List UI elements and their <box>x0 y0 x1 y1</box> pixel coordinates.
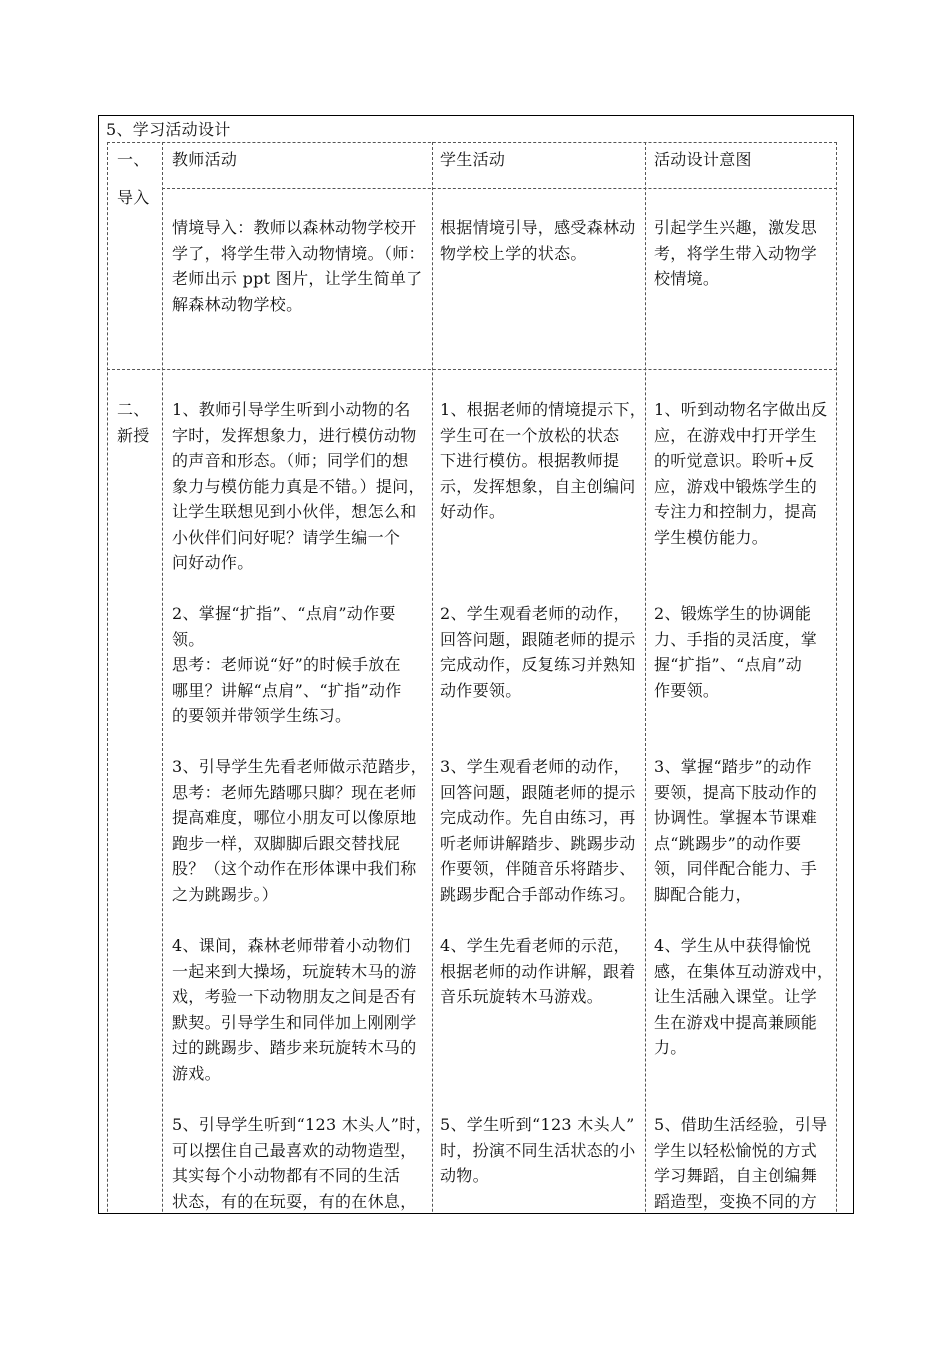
text-line: 感，在集体互动游戏中， <box>654 961 834 981</box>
text-line: 学生以轻松愉悦的方式 <box>654 1140 818 1160</box>
text-line: 可以摆住自己最喜欢的动物造型， <box>172 1140 417 1160</box>
design-intent-text <box>654 754 817 907</box>
text-line: 哪里？讲解“点肩”、“扩指”动作 <box>172 680 402 700</box>
text-line: 象力与模仿能力真是不错。）提问， <box>172 476 425 496</box>
text-line: 领。 <box>172 629 205 649</box>
text-line: 2、学生观看老师的动作， <box>440 604 630 624</box>
design-intent-text <box>654 397 827 550</box>
text-line: 生在游戏中提高兼顾能 <box>654 1012 818 1032</box>
text-line: 根据老师的动作讲解，跟着 <box>440 961 636 981</box>
text-line: 让生活融入课堂。让学 <box>654 987 818 1007</box>
student-activity-text <box>440 754 636 907</box>
text-line: 1、听到动物名字做出反 <box>654 400 828 420</box>
text-line: 应，游戏中锻炼学生的 <box>654 476 818 496</box>
text-line: 根据情境引导，感受森林动 <box>440 218 636 238</box>
teacher-activity-text <box>172 601 402 729</box>
text-line: 2、锻炼学生的协调能 <box>654 604 812 624</box>
text-line: 5、学生听到“123 木头人” <box>440 1115 635 1135</box>
text-line: 跳踢步配合手部动作练习。 <box>440 884 636 904</box>
teacher-activity-text <box>172 215 425 317</box>
text-line: 领，同伴配合能力、手 <box>654 859 818 879</box>
text-line: 跑步一样，双脚脚后跟交替找屁 <box>172 833 401 853</box>
text-line: 专注力和控制力，提高 <box>654 502 818 522</box>
student-activity-text <box>440 397 646 525</box>
activity-design-table-box <box>98 115 854 1214</box>
text-line: 情境导入：教师以森林动物学校开 <box>172 218 417 238</box>
text-line: 握“扩指”、“点肩”动 <box>654 655 803 675</box>
text-line: 过的跳踢步、踏步来玩旋转木马的 <box>172 1038 417 1058</box>
text-line: 学生模仿能力。 <box>654 527 769 547</box>
text-line: 思考：老师先踏哪只脚？现在老师 <box>172 782 417 802</box>
column-divider <box>162 142 163 1214</box>
section-number: 一、 <box>117 150 150 170</box>
text-line: 音乐玩旋转木马游戏。 <box>440 987 604 1007</box>
text-line: 3、掌握“踏步”的动作 <box>654 757 812 777</box>
text-line: 1、根据老师的情境提示下， <box>440 400 647 420</box>
text-line: 示，发挥想象，自主创编问 <box>440 476 636 496</box>
text-line: 3、引导学生先看老师做示范踏步， <box>172 757 427 777</box>
text-line: 4、学生先看老师的示范， <box>440 936 630 956</box>
design-intent-text <box>654 601 817 703</box>
column-divider <box>645 142 646 1214</box>
text-line: 4、课间，森林老师带着小动物们 <box>172 936 411 956</box>
design-intent-text <box>654 1112 827 1214</box>
teacher-activity-text <box>172 397 425 576</box>
text-line: 校情境。 <box>654 269 720 289</box>
column-header-student: 学生活动 <box>440 150 506 170</box>
text-line: 好动作。 <box>440 502 506 522</box>
text-line: 作要领，伴随音乐将踏步、 <box>440 859 636 879</box>
text-line: 小伙伴们问好呢？请学生编一个 <box>172 527 401 547</box>
text-line: 5、引导学生听到“123 木头人”时， <box>172 1115 432 1135</box>
text-line: 学生可在一个放松的状态 <box>440 425 620 445</box>
student-activity-text <box>440 601 636 703</box>
text-line: 1、教师引导学生听到小动物的名 <box>172 400 411 420</box>
student-activity-text <box>440 215 636 266</box>
column-divider <box>432 142 433 1214</box>
text-line: 脚配合能力， <box>654 884 752 904</box>
text-line: 动作要领。 <box>440 680 522 700</box>
text-line: 协调性。掌握本节课难 <box>654 808 818 828</box>
text-line: 的听觉意识。聆听+反 <box>654 451 815 471</box>
teacher-activity-text <box>172 1112 432 1214</box>
text-line: 5、借助生活经验，引导 <box>654 1115 828 1135</box>
student-activity-text <box>440 1112 636 1189</box>
text-line: 4、学生从中获得愉悦 <box>654 936 812 956</box>
text-line: 学习舞蹈，自主创编舞 <box>654 1166 818 1186</box>
section-label <box>117 397 150 448</box>
student-activity-text <box>440 933 636 1010</box>
text-line: 引起学生兴趣，激发思 <box>654 218 818 238</box>
text-line: 默契。引导学生和同伴加上刚刚学 <box>172 1012 417 1032</box>
design-intent-text <box>654 933 833 1061</box>
text-line: 作要领。 <box>654 680 720 700</box>
text-line: 其实每个小动物都有不同的生活 <box>172 1166 401 1186</box>
text-line: 听老师讲解踏步、跳踢步动 <box>440 833 636 853</box>
text-line: 戏，考验一下动物朋友之间是否有 <box>172 987 417 1007</box>
text-line: 3、学生观看老师的动作， <box>440 757 630 777</box>
text-line: 动物。 <box>440 1166 489 1186</box>
design-intent-text <box>654 215 817 292</box>
text-line: 应，在游戏中打开学生 <box>654 425 818 445</box>
text-line: 学了，将学生带入动物情境。（师： <box>172 243 425 263</box>
text-line: 物学校上学的状态。 <box>440 243 587 263</box>
text-line: 提高难度，哪位小朋友可以像原地 <box>172 808 417 828</box>
column-header-intent: 活动设计意图 <box>654 150 752 170</box>
text-line: 下进行模仿。根据教师提 <box>440 451 620 471</box>
text-line: 力、手指的灵活度，掌 <box>654 629 818 649</box>
section-number: 二、 <box>117 400 150 420</box>
text-line: 的声音和形态。（师；同学们的想 <box>172 451 409 471</box>
text-line: 游戏。 <box>172 1063 221 1083</box>
text-line: 问好动作。 <box>172 553 254 573</box>
text-line: 解森林动物学校。 <box>172 294 303 314</box>
text-line: 时，扮演不同生活状态的小 <box>440 1140 636 1160</box>
text-line: 回答问题，跟随老师的提示 <box>440 629 636 649</box>
text-line: 状态，有的在玩耍，有的在休息， <box>172 1191 417 1211</box>
section-title: 5、学习活动设计 <box>106 120 231 140</box>
text-line: 完成动作。先自由练习，再 <box>440 808 636 828</box>
text-line: 2、掌握“扩指”、“点肩”动作要 <box>172 604 396 624</box>
column-header-teacher: 教师活动 <box>172 150 238 170</box>
row-divider <box>107 369 837 370</box>
section-name: 新授 <box>117 425 150 445</box>
text-line: 蹈造型，变换不同的方 <box>654 1191 818 1211</box>
teacher-activity-text <box>172 754 427 907</box>
row-divider <box>162 188 837 189</box>
text-line: 力。 <box>654 1038 687 1058</box>
text-line: 考，将学生带入动物学 <box>654 243 818 263</box>
text-line: 思考：老师说“好”的时候手放在 <box>172 655 401 675</box>
text-line: 要领，提高下肢动作的 <box>654 782 818 802</box>
text-line: 的要领并带领学生练习。 <box>172 706 352 726</box>
text-line: 一起来到大操场，玩旋转木马的游 <box>172 961 417 981</box>
text-line: 让学生联想见到小伙伴，想怎么和 <box>172 502 417 522</box>
teacher-activity-text <box>172 933 417 1086</box>
text-line: 股？（这个动作在形体课中我们称 <box>172 859 417 879</box>
text-line: 字时，发挥想象力，进行模仿动物 <box>172 425 417 445</box>
text-line: 老师出示 ppt 图片，让学生简单了 <box>172 269 423 289</box>
section-name: 导入 <box>117 188 150 208</box>
text-line: 点“跳踢步”的动作要 <box>654 833 802 853</box>
text-line: 回答问题，跟随老师的提示 <box>440 782 636 802</box>
text-line: 完成动作，反复练习并熟知 <box>440 655 636 675</box>
text-line: 之为跳踢步。） <box>172 884 279 904</box>
